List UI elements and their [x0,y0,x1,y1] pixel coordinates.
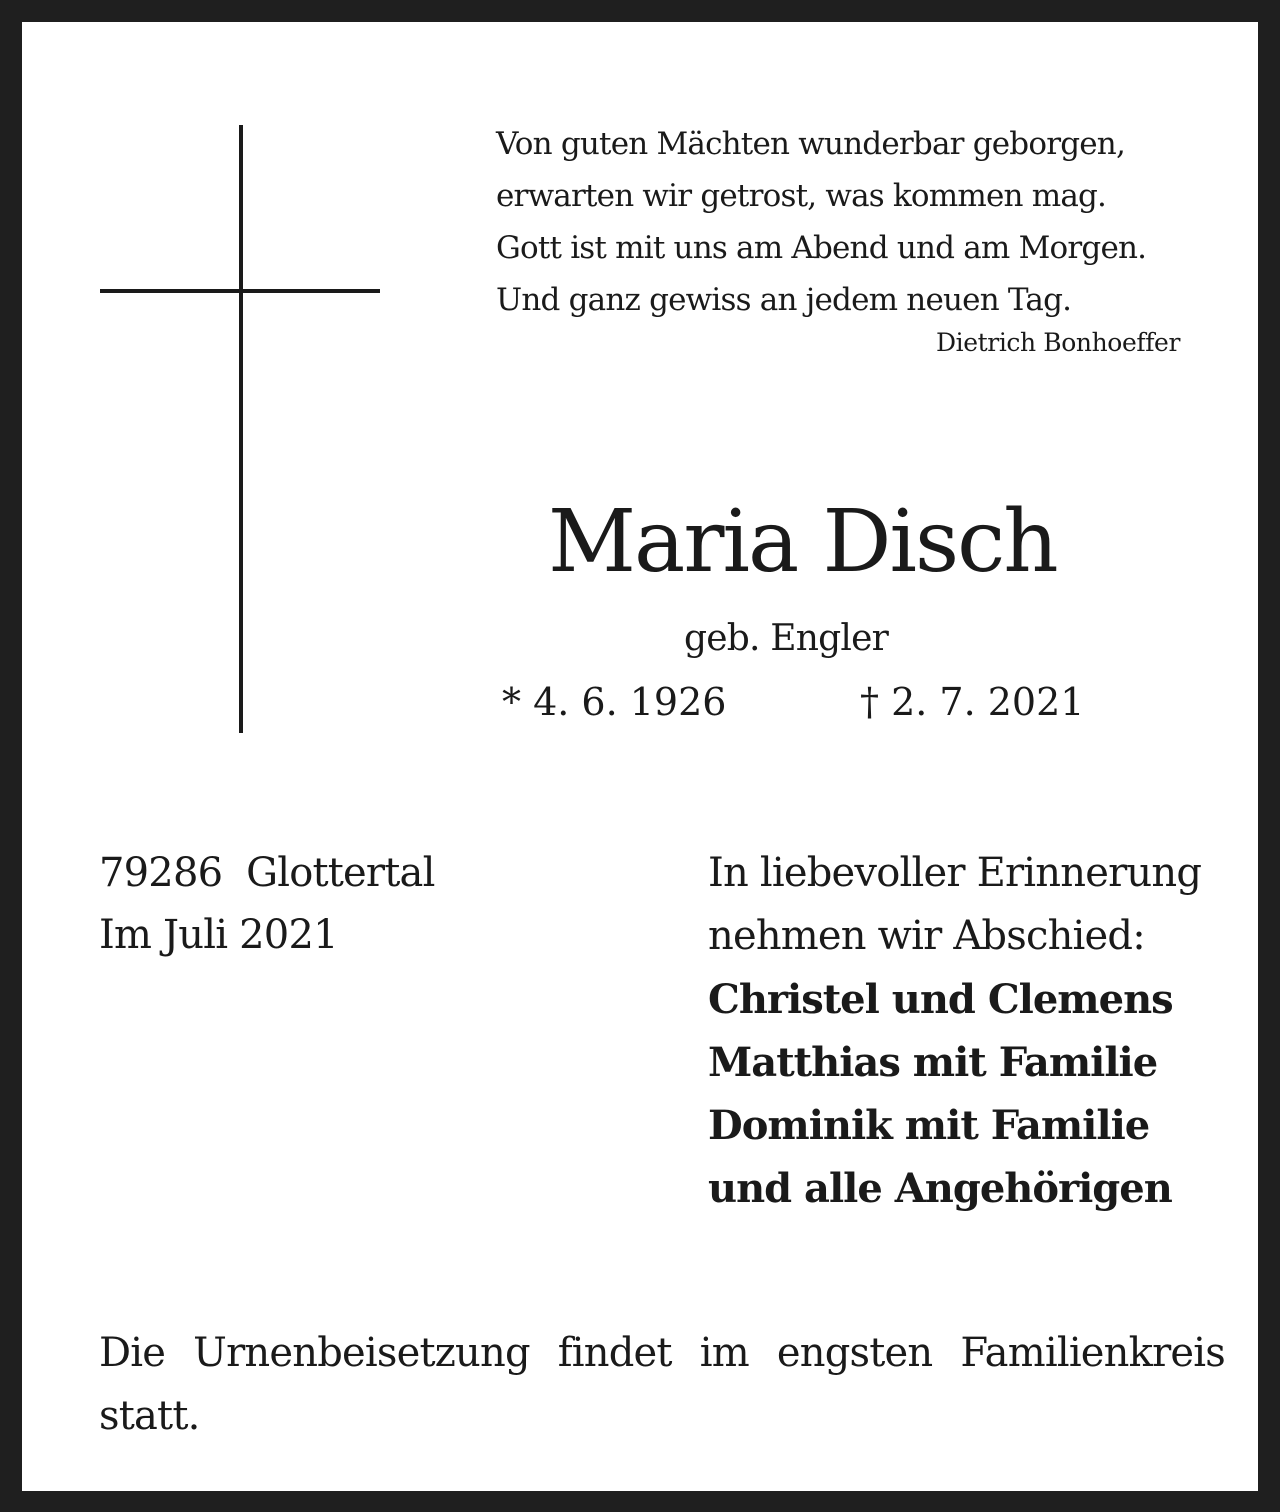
mourner-name: und alle Angehörigen [708,1165,1172,1212]
deceased-name: Maria Disch [548,492,1057,592]
mourner-name: Dominik mit Familie [708,1102,1150,1149]
mourner-name: Matthias mit Familie [708,1039,1158,1086]
maiden-name: geb. Engler [684,618,889,659]
place-and-date [99,842,435,966]
poem-quote [496,118,1146,326]
mourner-name: Christel und Clemens [708,976,1173,1023]
cross-vertical-bar [239,125,243,733]
mourners-block [708,842,1201,1220]
poem-line: erwarten wir getrost, was kommen mag. [496,178,1107,214]
notice-date: Im Juli 2021 [99,912,338,958]
poem-author: Dietrich Bonhoeffer [936,328,1180,357]
poem-line: Und ganz gewiss an jedem neuen Tag. [496,282,1072,318]
poem-line: Von guten Mächten wunderbar geborgen, [496,126,1126,162]
death-date: † 2. 7. 2021 [860,680,1085,724]
poem-line: Gott ist mit uns am Abend und am Morgen. [496,230,1147,266]
cross-horizontal-bar [100,289,380,293]
birth-date: * 4. 6. 1926 [502,680,727,724]
burial-notice: Die Urnenbeisetzung findet im engsten Familienkreis statt. [99,1330,1225,1439]
obituary-notice [22,22,1258,1491]
mourners-intro-line: In liebevoller Erinnerung [708,850,1202,896]
location: 79286 Glottertal [99,850,435,896]
mourners-intro-line: nehmen wir Abschied: [708,913,1145,959]
